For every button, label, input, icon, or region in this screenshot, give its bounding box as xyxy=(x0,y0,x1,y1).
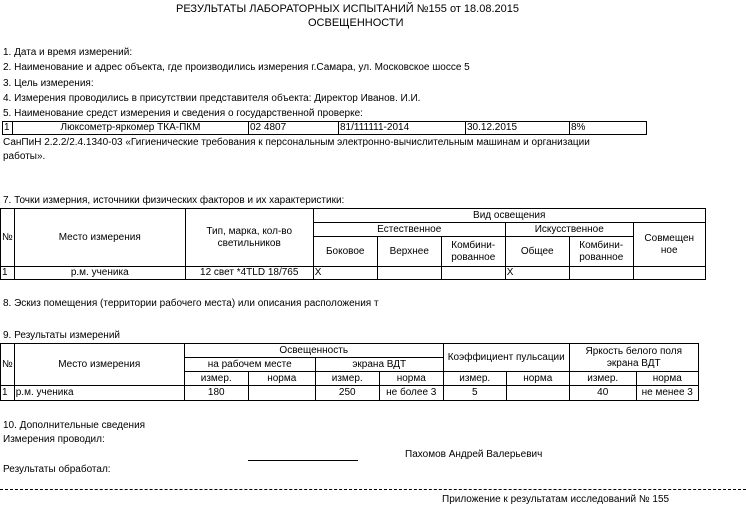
results-header-screen-meas: измер. xyxy=(315,372,379,386)
results-header-screen-norm: норма xyxy=(379,372,443,386)
points-header-artificial: Искусственное xyxy=(505,223,633,237)
item-presence: 4. Измерения проводились в присутствии представителя объекта: Директор Иванов. И.И. xyxy=(3,93,421,104)
results-header-bright-meas: измер. xyxy=(569,372,636,386)
instrument-name: Люксометр-яркомер ТКА-ПКМ xyxy=(13,122,249,135)
results-header-bright-norm: норма xyxy=(636,372,698,386)
appendix-note: Приложение к результатам исследований № 155 xyxy=(442,494,670,505)
item-object: 2. Наименование и адрес объекта, где производились измерения г.Самара, ул. Московское шоссе 5 xyxy=(3,62,470,73)
measurer-name: Пахомов Андрей Валерьевич xyxy=(405,449,543,460)
points-row-top xyxy=(377,267,441,280)
points-row-mixed xyxy=(633,267,705,280)
results-header-pulse: Коэффициент пульсации xyxy=(443,344,569,372)
results-row-pulse-norm xyxy=(506,386,569,401)
results-header-pulse-norm: норма xyxy=(506,372,569,386)
item-purpose: 3. Цель измерения: xyxy=(3,78,94,89)
document-subtitle: ОСВЕЩЕННОСТИ xyxy=(308,17,404,29)
results-row-num: 1 xyxy=(1,386,15,401)
instrument-error: 8% xyxy=(570,122,647,135)
instrument-serial: 02 4807 xyxy=(249,122,339,135)
results-header-work-meas: измер. xyxy=(184,372,248,386)
results-header-screen: экрана ВДТ xyxy=(315,358,443,372)
points-header-num: № xyxy=(1,209,15,267)
points-row-general: X xyxy=(505,267,569,280)
results-row-work-norm xyxy=(248,386,315,401)
item-instruments: 5. Наименование средст измерения и сведения о государственной проверке: xyxy=(3,108,363,119)
results-row-bright-meas: 40 xyxy=(569,386,636,401)
section8-title: 8. Эскиз помещения (территории рабочего места) или описания расположения т xyxy=(3,298,379,309)
signature-line xyxy=(248,460,358,461)
points-header-place: Место измерения xyxy=(14,209,185,267)
results-row-bright-norm: не менее 3 xyxy=(636,386,698,401)
points-row-combined xyxy=(441,267,505,280)
results-row-place: р.м. ученика xyxy=(14,386,184,401)
document-title: РЕЗУЛЬТАТЫ ЛАБОРАТОРНЫХ ИСПЫТАНИЙ №155 от 18.08.2015 xyxy=(176,3,519,15)
section10-title: 10. Дополнительные сведения xyxy=(3,420,146,431)
instrument-certificate: 81/111111-2014 xyxy=(339,122,466,135)
instrument-table xyxy=(2,121,647,135)
results-header-work-norm: норма xyxy=(248,372,315,386)
points-header-mixed: Совмещен ное xyxy=(633,223,705,267)
points-header-top: Верхнее xyxy=(377,237,441,267)
results-row-screen-norm: не более 3 xyxy=(379,386,443,401)
page-separator xyxy=(0,489,746,490)
results-header-workplace: на рабочем месте xyxy=(184,358,315,372)
points-header-general: Общее xyxy=(505,237,569,267)
instrument-num: 1 xyxy=(3,122,13,135)
results-table xyxy=(0,343,699,401)
points-row-num: 1 xyxy=(1,267,15,280)
points-row-type: 12 свет *4TLD 18/765 xyxy=(185,267,313,280)
results-row-pulse-meas: 5 xyxy=(443,386,506,401)
results-header-illum: Освещенность xyxy=(184,344,443,358)
points-table xyxy=(0,208,706,280)
section9-title: 9. Результаты измерений xyxy=(3,330,120,341)
points-header-kind: Вид освещения xyxy=(313,209,705,223)
results-header-pulse-meas: измер. xyxy=(443,372,506,386)
points-header-side: Боковое xyxy=(313,237,377,267)
sanpin-line2: работы». xyxy=(3,151,46,162)
results-header-bright: Яркость белого поля экрана ВДТ xyxy=(569,344,698,372)
results-row-screen-meas: 250 xyxy=(315,386,379,401)
points-row-combined-artificial xyxy=(569,267,633,280)
points-header-type: Тип, марка, кол-во светильников xyxy=(185,209,313,267)
results-header-num: № xyxy=(1,344,15,386)
points-header-combined-artificial: Комбини-рованное xyxy=(569,237,633,267)
results-row-work-meas: 180 xyxy=(184,386,248,401)
section7-title: 7. Точки измерния, источники физических факторов и их характеристики: xyxy=(3,195,345,206)
points-row-side: X xyxy=(313,267,377,280)
points-header-combined: Комбини-рованное xyxy=(441,237,505,267)
sanpin-line1: СанПиН 2.2.2/2.4.1340-03 «Гигиенические требования к персональным электронно-вычислительным машинам и организации xyxy=(3,137,590,148)
points-row-place: р.м. ученика xyxy=(14,267,185,280)
item-date: 1. Дата и время измерений: xyxy=(3,47,133,58)
measured-by-label: Измерения проводил: xyxy=(3,434,105,445)
points-header-natural: Естественное xyxy=(313,223,505,237)
processed-by-label: Результаты обработал: xyxy=(3,464,111,475)
results-header-place: Место измерения xyxy=(14,344,184,386)
instrument-date: 30.12.2015 xyxy=(466,122,570,135)
